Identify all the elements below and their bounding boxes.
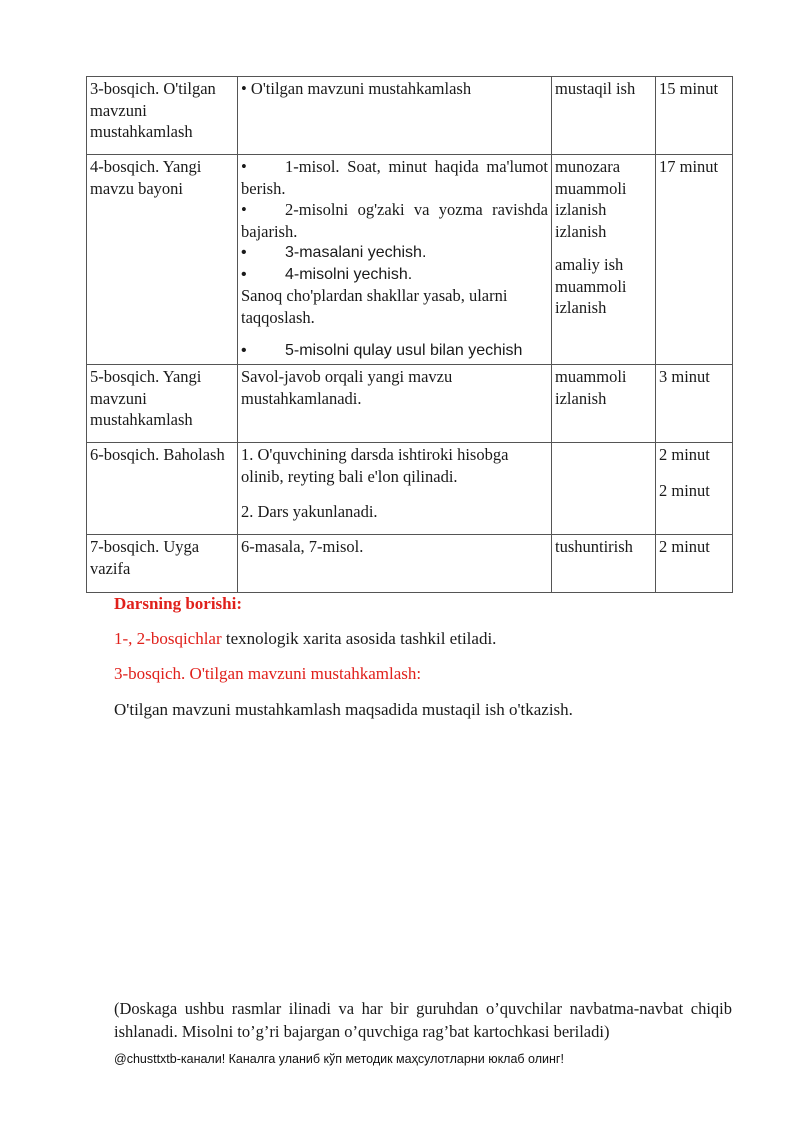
list-item: • 1-misol. Soat, minut haqida ma'lumot berish. [241,157,548,198]
footer-text: @chusttxtb-канали! Каналга уланиб кўп методик маҳсулотларни юклаб олинг! [114,1052,564,1066]
content-cell: 1. O'quvchining darsda ishtiroki hisobga olinib, reyting bali e'lon qilinadi. 2. Dars yakunlanadi. [238,443,552,535]
paragraph: O'tilgan mavzuni mustahkamlash maqsadida mustaqil ish o'tkazish. [114,700,573,719]
method-cell: mustaqil ish [552,77,656,155]
time-cell: 2 minut [656,535,733,593]
content-cell [238,155,552,365]
time-cell: 2 minut 2 minut [656,443,733,535]
method-cell: munozara muammoli izlanish izlanish amaliy ish muammoli izlanish [552,155,656,365]
stage-cell: 6-bosqich. Baholash [87,443,238,535]
list-item: • 5-misolni qulay usul bilan yechish [241,342,523,359]
extra-text: Sanoq cho'plardan shakllar yasab, ularni taqqoslash. [241,286,508,327]
table-row [87,365,733,443]
time-cell: 3 minut [656,365,733,443]
paragraph: 1-, 2-bosqichlar texnologik xarita asosida tashkil etiladi. [114,629,497,648]
table-row [87,443,733,535]
list-item: • 2-misolni og'zaki va yozma ravishda bajarish. [241,200,548,241]
content-cell: • O'tilgan mavzuni mustahkamlash [238,77,552,155]
note-paragraph: (Doskaga ushbu rasmlar ilinadi va har bir guruhdan o’quvchilar navbatma-navbat chiqib ishlanadi. Misolni to’g’ri bajargan o’quvchiga rag’bat kartochkasi beriladi) [114,999,732,1041]
list-item: • 4-misolni yechish. [241,265,413,283]
lesson-plan-table [86,76,733,593]
stage-cell: 4-bosqich. Yangi mavzu bayoni [87,155,238,365]
method-cell: tushuntirish [552,535,656,593]
section-heading: Darsning borishi: [114,594,242,613]
stage-cell: 5-bosqich. Yangi mavzuni mustahkamlash [87,365,238,443]
method-cell [552,443,656,535]
time-cell: 15 minut [656,77,733,155]
table-row [87,535,733,593]
list-item: • 3-masalani yechish. [241,244,427,261]
subheading: 3-bosqich. O'tilgan mavzuni mustahkamlash: [114,664,422,683]
stage-cell: 3-bosqich. O'tilgan mavzuni mustahkamlash [87,77,238,155]
stage-cell: 7-bosqich. Uyga vazifa [87,535,238,593]
time-cell: 17 minut [656,155,733,365]
table-row [87,155,733,365]
content-cell: 6-masala, 7-misol. [238,535,552,593]
method-cell: muammoli izlanish [552,365,656,443]
table-row [87,77,733,155]
content-cell: Savol-javob orqali yangi mavzu mustahkamlanadi. [238,365,552,443]
